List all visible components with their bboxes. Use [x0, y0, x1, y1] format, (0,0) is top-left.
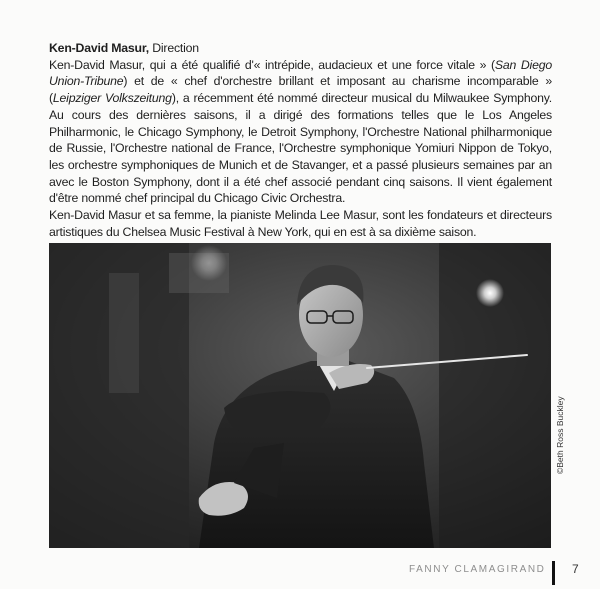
biography-heading: [49, 40, 552, 57]
biography-paragraph-2: Ken-David Masur et sa femme, la pianiste Melinda Lee Masur, sont les fondateurs et directeurs artistiques du Chelsea Music Festival à New York, qui en est à sa dixième saison.: [49, 208, 552, 239]
press-source-1: San Diego Union-Tribune: [49, 57, 552, 89]
biography-text: [49, 40, 552, 240]
page-number: 7: [572, 562, 579, 576]
conductor-name: Ken-David Masur,: [49, 41, 149, 55]
footer-artist-name: FANNY CLAMAGIRAND: [409, 564, 546, 575]
photo-credit: ©Beth Ross Buckley: [555, 396, 565, 474]
conductor-role: Direction: [149, 41, 199, 55]
footer-divider: [552, 561, 555, 585]
press-source-2: Leipziger Volkszeitung: [52, 91, 172, 106]
biography-paragraph-1: Ken-David Masur, qui a été qualifié d'« intrépide, audacieux et une force vitale » (San Diego Union-Tribune) et de « chef d'orchestre brillant et imposant au charisme incomparable » (Leipziger Volkszeitung), a récemment été nommé directeur musical du Milwaukee Symphony. Au cours des dernières saisons, il a dirigé des formations telles que le Los Angeles Philharmonic, le Chicago Symphony, le Detroit Symphony, l'Orchestre National philharmonique de Russie, l'Orchestre national de France, l'Orchestre symphonique Yomiuri Nippon de Tokyo, les orchestre symphoniques de Munich et de Stavanger, et a passé plusieurs semaines par an avec le Boston Symphony, dont il a été chef associé pendant cinq saisons. Il vient également d'être nommé chef principal du Chicago Civic Orchestra.: [49, 57, 552, 206]
conductor-photo: [49, 243, 551, 548]
background-light: [476, 279, 504, 307]
